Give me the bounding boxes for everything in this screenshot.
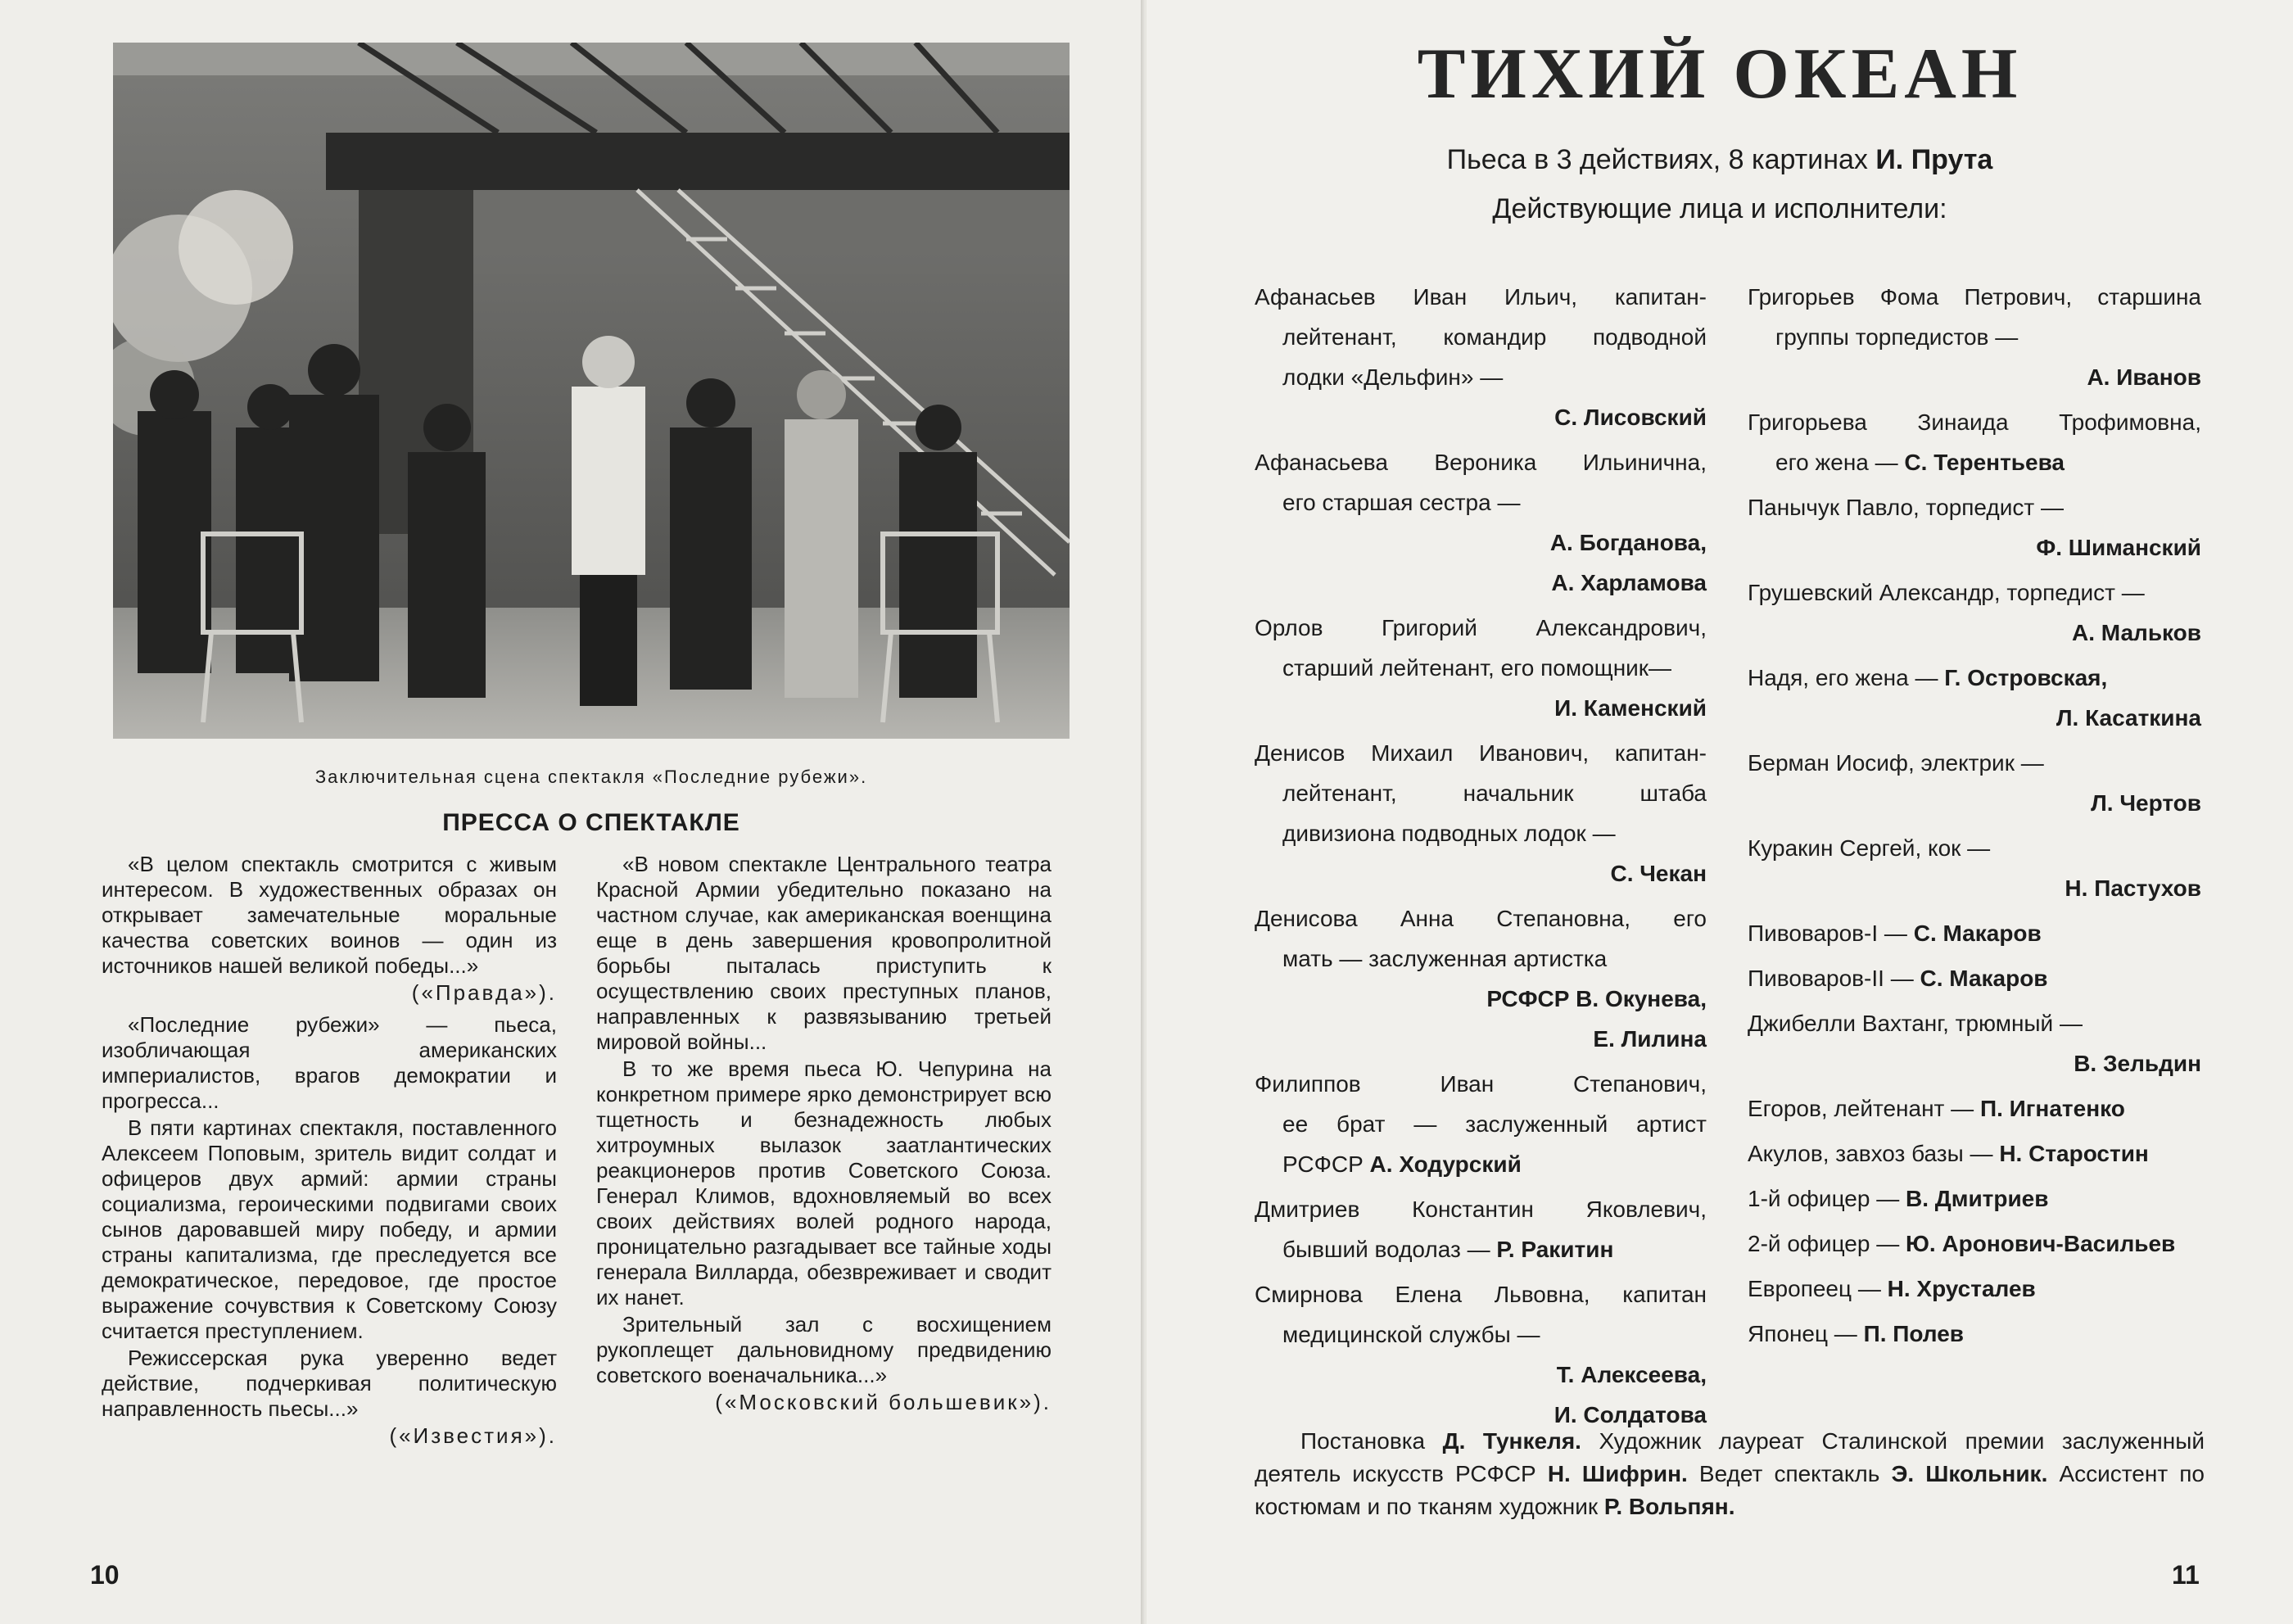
role-description: Афанасьев Иван Ильич, капитан- <box>1255 284 1707 310</box>
press-quote: Режиссерская рука уверенно ведет действие, подчеркивая политическую направленность пьесы...» <box>102 1346 557 1421</box>
actor-name: С. Терентьева <box>1904 450 2065 475</box>
role-description: группы торпедистов — <box>1775 324 2019 350</box>
credits-name: Н. Шифрин. <box>1547 1461 1688 1486</box>
role-line <box>1748 442 2201 482</box>
press-quote: В пяти картинах спектакля, поставленного Алексеем Поповым, зритель видит солдат и офицеров двух армий: армии страны социализма, героическими подвигами своих сынов даровавшей миру победу, и армии страны капитализма, где преследуется все демократическое, передовое, где простое выражение сочувствия к Советскому Союзу считается преступлением. <box>102 1115 557 1343</box>
photo-caption: Заключительная сцена спектакля «Последние рубежи». <box>314 767 868 787</box>
press-source: («Правда»). <box>411 980 557 1005</box>
actor-name: Н. Старостин <box>1999 1141 2149 1166</box>
actor-name: И. Каменский <box>1554 695 1707 721</box>
press-quote: «В новом спектакле Центрального театра Красной Армии убедительно показано на частном случае, как американская военщина еще в день завершения кровопролитной борьбы пыталась приступить к осуществлению своих преступных планов, направленных к развязыванию третьей мировой войны... <box>596 852 1052 1054</box>
cast-entry <box>1748 1314 2201 1354</box>
cast-entry <box>1748 1178 2201 1219</box>
actor-name: Н. Хрусталев <box>1887 1276 2036 1301</box>
role-line <box>1748 1269 2201 1309</box>
cast-entry <box>1748 487 2201 568</box>
actor-name: Ф. Шиманский <box>2036 535 2201 560</box>
actor-name: И. Солдатова <box>1554 1402 1707 1427</box>
role-line <box>1748 1178 2201 1219</box>
actor-name: А. Богданова, <box>1549 530 1707 555</box>
actor-name: С. Макаров <box>1913 921 2042 946</box>
role-description: Джибелли Вахтанг, трюмный — <box>1748 1011 2083 1036</box>
actor-name: Р. Ракитин <box>1496 1237 1614 1262</box>
role-description: Григорьева Зинаида Трофимовна, <box>1748 409 2201 435</box>
actor-name: Ю. Аронович-Васильев <box>1906 1231 2176 1256</box>
left-page <box>0 0 1142 1624</box>
press-quote: В то же время пьеса Ю. Чепурина на конкретном примере ярко демонстрирует всю тщетность и безнадежность любых хитроумных вылазок заатлантических реакционеров против Советского Союза. Генерал Климов, вдохновляемый во всех своих действиях волей родного народа, проницательно разгадывает все тайные ходы генерала Вилларда, обезвреживает и сводит их нанет. <box>596 1056 1052 1310</box>
role-description: лейтенант, командир подводной <box>1282 324 1707 350</box>
role-description: Куракин Сергей, кок — <box>1748 835 1991 861</box>
actor-name: А. Ходурский <box>1369 1151 1522 1177</box>
role-description: мать — заслуженная артистка <box>1282 946 1608 971</box>
role-description: Акулов, завхоз базы — <box>1748 1141 1993 1166</box>
cast-entry <box>1255 442 1707 603</box>
cast-entry <box>1748 402 2201 482</box>
actor-name: Л. Чертов <box>2091 790 2201 816</box>
page-number-left: 10 <box>90 1560 120 1590</box>
actor-name: В. Зельдин <box>2074 1051 2201 1076</box>
role-description: Дмитриев Константин Яковлевич, <box>1255 1197 1707 1222</box>
cast-entry <box>1255 733 1707 893</box>
cast-entry <box>1748 828 2201 908</box>
play-subtitle <box>1146 144 2293 176</box>
role-description: РСФСР <box>1282 1151 1364 1177</box>
cast-list-left <box>1255 277 1707 1440</box>
role-line <box>1255 1229 1707 1269</box>
page-number-right: 11 <box>2172 1560 2200 1590</box>
role-line <box>1748 743 2201 783</box>
cast-entry <box>1748 1269 2201 1309</box>
role-description: Григорьев Фома Петрович, старшина <box>1748 284 2201 310</box>
cast-entry <box>1748 658 2201 738</box>
actor-name: С. Чекан <box>1610 861 1707 886</box>
stage-scene-illustration <box>113 43 1070 739</box>
role-description: Надя, его жена — <box>1748 665 1938 690</box>
press-quote: «Последние рубежи» — пьеса, изобличающая американских империалистов, врагов демократии и прогресса... <box>102 1012 557 1113</box>
role-description: Пивоваров-I — <box>1748 921 1907 946</box>
cast-entry <box>1748 743 2201 823</box>
cast-entry <box>1255 1189 1707 1269</box>
role-description: бывший водолаз — <box>1282 1237 1490 1262</box>
press-source: («Известия»). <box>389 1423 557 1448</box>
credits-name: Д. Тункеля. <box>1442 1428 1581 1454</box>
actor-name: А. Харламова <box>1551 570 1707 595</box>
role-line <box>1748 572 2201 613</box>
cast-entry <box>1748 1133 2201 1174</box>
press-title: ПРЕССА О СПЕКТАКЛЕ <box>442 809 740 836</box>
cast-entry <box>1255 277 1707 437</box>
actor-name: РСФСР В. Окунева, <box>1486 986 1707 1011</box>
cast-entry <box>1748 1088 2201 1129</box>
press-column-right <box>596 852 1052 1422</box>
cast-entry <box>1748 572 2201 653</box>
play-title: ТИХИЙ ОКЕАН <box>1417 34 2023 114</box>
role-line <box>1748 658 2201 698</box>
role-description: его старшая сестра — <box>1282 490 1521 515</box>
cast-entry <box>1748 1003 2201 1083</box>
press-quote: Зрительный зал с восхищением рукоплещет дальновидному предвидению советского военачальника...» <box>596 1312 1052 1387</box>
role-line <box>1748 487 2201 527</box>
stage-photo <box>113 43 1070 739</box>
role-description: дивизиона подводных лодок — <box>1282 821 1616 846</box>
role-description: Егоров, лейтенант — <box>1748 1096 1974 1121</box>
role-description: Денисова Анна Степановна, его <box>1255 906 1707 931</box>
credits-text: Ведет спектакль <box>1698 1461 1880 1486</box>
actor-name: А. Иванов <box>2087 364 2201 390</box>
role-line <box>1748 1224 2201 1264</box>
role-description: Грушевский Александр, торпедист — <box>1748 580 2145 605</box>
role-line <box>1748 913 2201 953</box>
actor-name: Е. Лилина <box>1593 1026 1707 1052</box>
subtitle-text: Пьеса в 3 действиях, 8 картинах <box>1446 144 1868 175</box>
press-source: («Московский большевик»). <box>715 1390 1052 1414</box>
cast-entry <box>1255 898 1707 1059</box>
role-description: лодки «Дельфин» — <box>1282 364 1504 390</box>
role-description: Пивоваров-II — <box>1748 966 1914 991</box>
role-line <box>1748 1003 2201 1043</box>
actor-name: П. Игнатенко <box>1979 1096 2125 1121</box>
cast-entry <box>1748 1224 2201 1264</box>
role-description: Денисов Михаил Иванович, капитан- <box>1255 740 1707 766</box>
role-line <box>1748 1314 2201 1354</box>
role-description: Берман Иосиф, электрик — <box>1748 750 2044 776</box>
actor-name: Л. Касаткина <box>2056 705 2201 731</box>
cast-entry <box>1255 1064 1707 1184</box>
role-description: медицинской службы — <box>1282 1322 1540 1347</box>
cast-entry <box>1748 913 2201 953</box>
actor-name: А. Мальков <box>2072 620 2201 645</box>
role-description: Афанасьева Вероника Ильинична, <box>1255 450 1707 475</box>
role-description: лейтенант, начальник штаба <box>1282 780 1707 806</box>
role-description: Европеец — <box>1748 1276 1881 1301</box>
role-description: Орлов Григорий Александрович, <box>1255 615 1707 640</box>
actor-name: Н. Пастухов <box>2065 875 2201 901</box>
credits-text: Постановка <box>1300 1428 1426 1454</box>
actor-name: Г. Островская, <box>1944 665 2108 690</box>
cast-list-right <box>1748 277 2201 1359</box>
actor-name: Т. Алексеева, <box>1556 1362 1707 1387</box>
credits-text: Художник лауреат Сталинской премии заслуженный деятель искусств РСФСР <box>1255 1428 2205 1486</box>
cast-entry <box>1255 608 1707 728</box>
role-description: его жена — <box>1775 450 1898 475</box>
role-line <box>1748 828 2201 868</box>
credits-text: Ассистент по костюмам и по тканям художник <box>1255 1461 2205 1519</box>
role-line <box>1748 1088 2201 1129</box>
actor-name: С. Макаров <box>1920 966 2048 991</box>
role-description: Панычук Павло, торпедист — <box>1748 495 2064 520</box>
role-description: 2-й офицер — <box>1748 1231 1900 1256</box>
press-quote: «В целом спектакль смотрится с живым интересом. В художественных образах он открывает замечательные моральные качества советских воинов — один из источников нашей великой победы...» <box>102 852 557 978</box>
cast-heading: Действующие лица и исполнители: <box>1492 193 1947 224</box>
role-line <box>1748 1133 2201 1174</box>
role-description: Смирнова Елена Львовна, капитан <box>1255 1282 1707 1307</box>
role-description: ее брат — заслуженный артист <box>1282 1111 1707 1137</box>
role-description: 1-й офицер — <box>1748 1186 1900 1211</box>
actor-name: П. Полев <box>1863 1321 1965 1346</box>
role-description: Филиппов Иван Степанович, <box>1255 1071 1707 1097</box>
role-line <box>1255 1144 1707 1184</box>
cast-entry <box>1748 277 2201 397</box>
role-line <box>1748 958 2201 998</box>
actor-name: В. Дмитриев <box>1906 1186 2049 1211</box>
role-description: Японец — <box>1748 1321 1857 1346</box>
credits-name: Э. Школьник. <box>1891 1461 2048 1486</box>
credits-name: Р. Вольпян. <box>1603 1494 1735 1519</box>
actor-name: С. Лисовский <box>1554 405 1707 430</box>
production-credits <box>1255 1425 2205 1523</box>
cast-entry <box>1255 1274 1707 1435</box>
press-column-left <box>102 852 557 1455</box>
role-description: старший лейтенант, его помощник— <box>1282 655 1672 681</box>
cast-entry <box>1748 958 2201 998</box>
subtitle-author: И. Прута <box>1875 144 1993 175</box>
